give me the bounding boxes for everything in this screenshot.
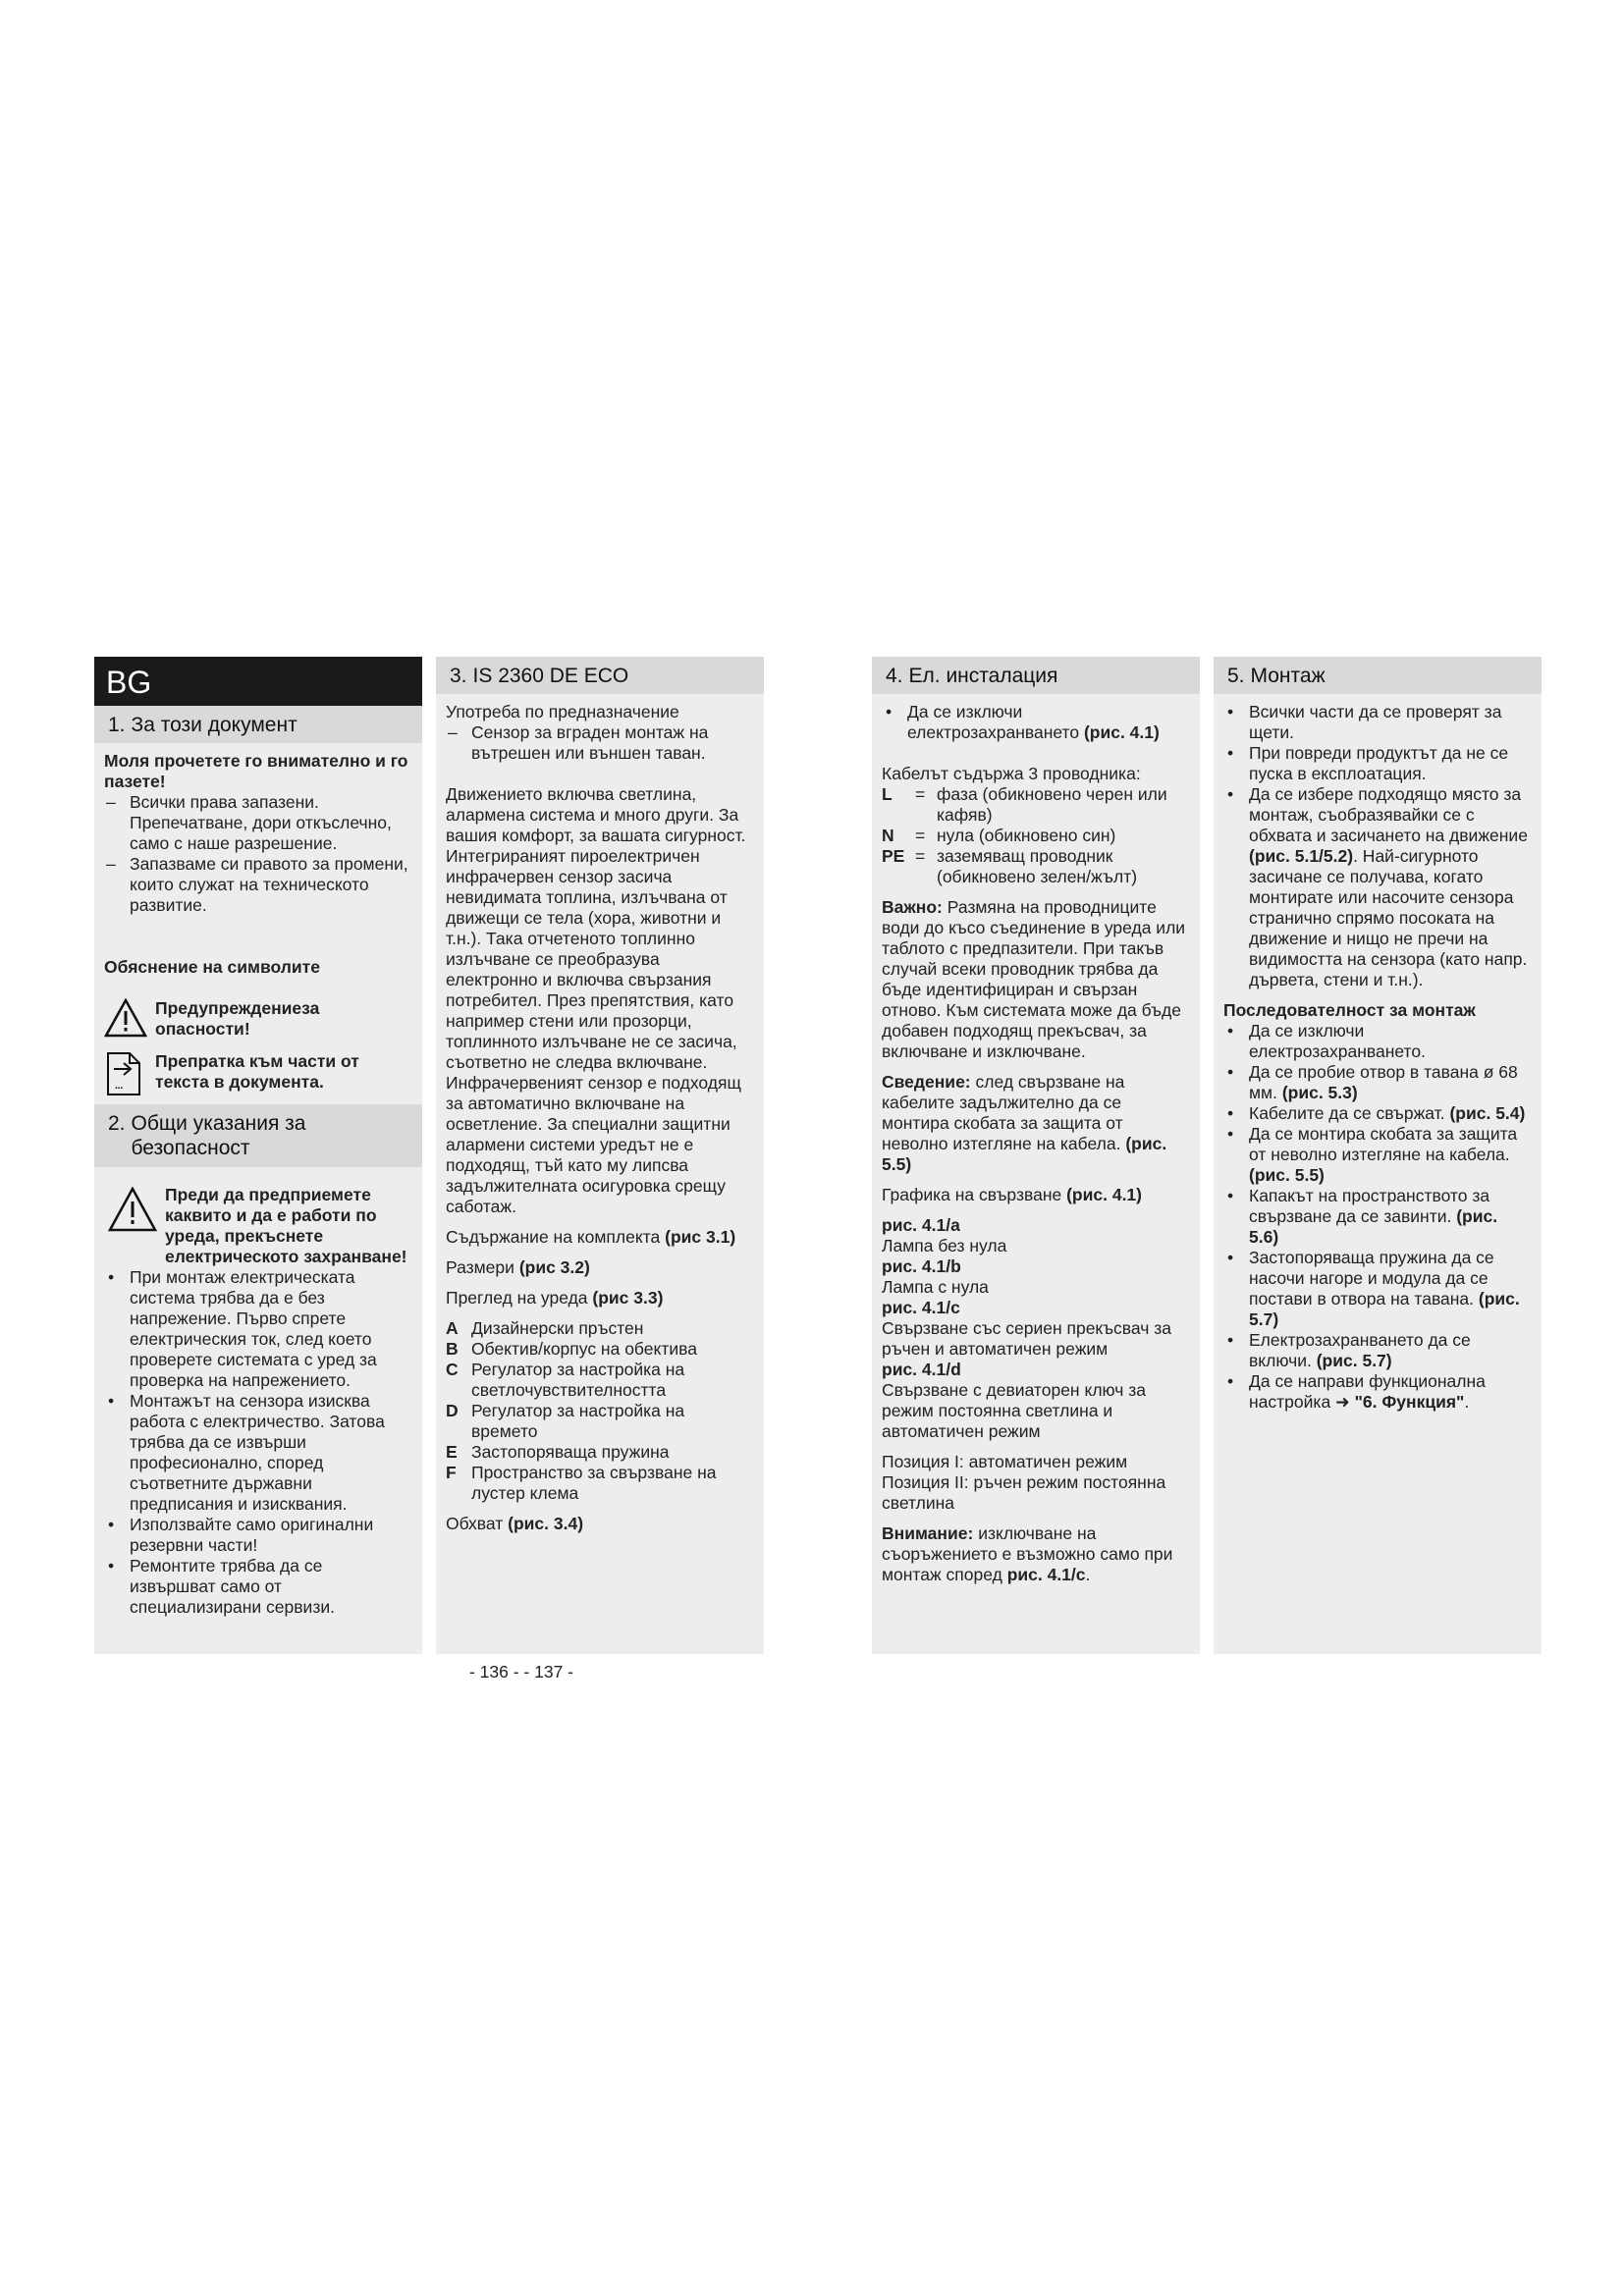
column-installation <box>1214 657 1542 1654</box>
cable-intro: Кабелът съдържа 3 проводника: <box>882 764 1141 784</box>
column-safety <box>94 657 422 1654</box>
intended-use-list <box>446 722 754 764</box>
safety-warning <box>104 1185 412 1267</box>
legend-item: Регулатор за настройка на светлочувствителността <box>471 1360 685 1401</box>
position-1: Позиция I: автоматичен режим <box>882 1452 1128 1472</box>
section-title: IS 2360 DE ECO <box>472 665 629 687</box>
section-title: Общи указания за безопасност <box>131 1112 306 1160</box>
list-item: • Кабелите да се свържат. (рис. 5.4) <box>1223 1103 1532 1124</box>
section-number: 2. <box>108 1112 126 1136</box>
symbol-warning-label: Предупреждениеза опасности! <box>155 998 320 1040</box>
section-title: Монтаж <box>1250 665 1326 687</box>
important-note: Важно: Размяна на проводниците води до късо съединение в уреда или таблото с предпазители. При такъв случай всеки проводник трябва да бъде идентифициран и свързан отново. Към системата може да бъде добавен подходящ прекъсвач, за включване и изключване. <box>882 897 1186 1062</box>
list-item: – Запазваме си правото за промени, които служат на техническото развитие. <box>104 854 412 916</box>
section-5-header <box>1214 657 1542 694</box>
position-2: Позиция II: ръчен режим постоянна светлина <box>882 1472 1166 1514</box>
section-1-header <box>94 706 422 743</box>
legend-item: Регулатор за настройка на времето <box>471 1401 685 1442</box>
intro-list <box>104 792 412 916</box>
figure-caption: Свързване с девиаторен ключ за режим постоянна светлина и автоматичен режим <box>882 1380 1147 1442</box>
list-item: • Да се избере подходящо място за монтаж, съобразявайки се с обхвата и засичането на движение (рис. 5.1/5.2). Най-сигурното засичане се получава, когато монтирате или насочите сензора странично спрямо посоката на движение и нищо не пречи на видимостта на сензора (като напр. дървета, стени и т.н.). <box>1223 784 1532 990</box>
section-title: За този документ <box>131 714 298 736</box>
intended-use-title: Употреба по предназначение <box>446 702 679 722</box>
wire-item: нула (обикновено син) <box>937 826 1116 846</box>
coverage: Обхват (рис. 3.4) <box>446 1514 584 1534</box>
list-item: • Да се направи функционална настройка ➜ "6. Функция". <box>1223 1371 1532 1413</box>
info-note: Сведение: след свързване на кабелите задължително да се монтира скобата за защита от неволно изтегляне на кабела. (рис. 5.5) <box>882 1072 1167 1175</box>
figure-label: рис. 4.1/b <box>882 1256 961 1277</box>
list-item: • При монтаж електрическата система трябва да е без напрежение. Първо спрете електрическия ток, след което проверете системата с уред за проверка на напрежението. <box>104 1267 412 1391</box>
figure-caption: Лампа без нула <box>882 1236 1007 1256</box>
list-item: • Електрозахранването да се включи. (рис. 5.7) <box>1223 1330 1532 1371</box>
list-item: – Всички права запазени. Препечатване, дори откъслечно, само с наше разрешение. <box>104 792 412 854</box>
list-item: • При повреди продуктът да не се пуска в експлоатация. <box>1223 743 1532 784</box>
section-number: 4. <box>886 665 903 687</box>
list-item: • Капакът на пространството за свързване да се завинти. (рис. 5.6) <box>1223 1186 1532 1248</box>
symbols-heading: Обяснение на символите <box>104 957 320 978</box>
intro-heading: Моля прочетете го внимателно и го пазете! <box>104 751 408 792</box>
legend-item: Застопоряваща пружина <box>471 1442 670 1463</box>
section-number: 3. <box>450 665 467 687</box>
section-number: 1. <box>108 714 126 736</box>
section-title: Ел. инсталация <box>908 665 1058 687</box>
safety-warning-text: Преди да предприемете каквито и да е работи по уреда, прекъснете електрическото захранване! <box>165 1184 407 1266</box>
steps-list <box>1223 1021 1532 1413</box>
figure-caption: Свързване със сериен прекъсвач за ръчен и автоматичен режим <box>882 1318 1171 1360</box>
document-reference-icon <box>104 1051 143 1101</box>
kit-contents: Съдържание на комплекта (рис 3.1) <box>446 1227 736 1248</box>
wiring-graph: Графика на свързване (рис. 4.1) <box>882 1185 1142 1205</box>
page-numbers: - 136 - - 137 - <box>468 1662 574 1682</box>
checks-list <box>1223 702 1532 990</box>
list-item: • Да се пробие отвор в тавана ø 68 мм. (рис. 5.3) <box>1223 1062 1532 1103</box>
symbol-reference-row <box>104 1051 412 1095</box>
dimensions: Размери (рис 3.2) <box>446 1257 590 1278</box>
legend-item: Пространство за свързване на лустер клема <box>471 1463 717 1504</box>
parts-legend: A Дизайнерски пръстен B Обектив/корпус на обектива C Регулатор за настройка на светлочувствителността D Регулатор за настройка на времето E Застопоряваща пружина F Пространство за свързване на лустер клема <box>446 1318 754 1504</box>
power-off-list <box>882 702 1190 743</box>
section-number: 5. <box>1227 665 1245 687</box>
legend-item: Обектив/корпус на обектива <box>471 1339 697 1360</box>
list-item: • Да се монтира скобата за защита от неволно изтегляне на кабела. (рис. 5.5) <box>1223 1124 1532 1186</box>
figure-label: рис. 4.1/c <box>882 1298 960 1318</box>
section-3-header <box>436 657 764 694</box>
column-electrical <box>872 657 1200 1654</box>
list-item: • Ремонтите трябва да се извършват само от специализирани сервизи. <box>104 1556 412 1618</box>
column-product <box>436 657 764 1654</box>
section-1-body <box>94 743 422 1095</box>
figure-caption: Лампа с нула <box>882 1277 989 1298</box>
language-tab: BG <box>94 657 422 706</box>
figure-label: рис. 4.1/d <box>882 1360 961 1380</box>
attention-note: Внимание: изключване на съоръжението е възможно само при монтаж според рис. 4.1/c. <box>882 1523 1173 1585</box>
symbol-reference-label: Препратка към части от текста в документа. <box>155 1051 359 1093</box>
section-4-body <box>872 694 1200 1585</box>
section-2-body <box>94 1167 422 1618</box>
list-item: • Всички части да се проверят за щети. <box>1223 702 1532 743</box>
list-item: – Сензор за вграден монтаж на вътрешен или външен таван. <box>446 722 754 764</box>
section-2-header <box>94 1104 422 1166</box>
list-item: • Монтажът на сензора изисква работа с електричество. Затова трябва да се извърши професионално, според съответните държавни предписания и изисквания. <box>104 1391 412 1515</box>
list-item: • Застопоряваща пружина да се насочи нагоре и модула да се постави в отвора на тавана. (рис. 5.7) <box>1223 1248 1532 1330</box>
device-overview: Преглед на уреда (рис 3.3) <box>446 1288 664 1308</box>
product-description: Движението включва светлина, алармена система и много други. За вашия комфорт, за вашата сигурност. Интегрираният пироелектричен инфрачервен сензор засича невидимата топлина, излъчвана от движещи се тела (хора, животни и т.н.). Така отчетеното топлинно излъчване се преобразува електронно и включва свързания потребител. През препятствия, като например стени или прозорци, топлинното излъчване не се засича, съответно не следва включване. Инфрачервеният сензор е подходящ за автоматично включване на осветление. За специални защитни алармени системи уредът не е подходящ, тъй като му липсва задължителната осигуровка срещу саботаж. <box>446 784 746 1217</box>
section-3-body <box>436 694 764 1534</box>
warning-triangle-icon <box>104 998 147 1042</box>
safety-list <box>104 1267 412 1618</box>
wire-legend: L = фаза (обикновено черен или кафяв) N = нула (обикновено син) PE = заземяващ проводник (обикновено зелен/жълт) <box>882 784 1190 887</box>
wire-item: фаза (обикновено черен или кафяв) <box>937 784 1167 826</box>
wire-item: заземяващ проводник (обикновено зелен/жълт) <box>937 846 1138 887</box>
list-item: • Да се изключи електрозахранването (рис. 4.1) <box>882 702 1190 743</box>
sequence-heading: Последователност за монтаж <box>1223 1000 1476 1021</box>
figure-label: рис. 4.1/a <box>882 1215 960 1236</box>
section-5-body <box>1214 694 1542 1413</box>
legend-item: Дизайнерски пръстен <box>471 1318 644 1339</box>
symbol-warning-row <box>104 998 412 1041</box>
list-item: • Използвайте само оригинални резервни части! <box>104 1515 412 1556</box>
warning-triangle-icon <box>108 1187 157 1237</box>
svg-text:...: ... <box>115 1081 124 1093</box>
section-4-header <box>872 657 1200 694</box>
list-item: • Да се изключи електрозахранването. <box>1223 1021 1532 1062</box>
